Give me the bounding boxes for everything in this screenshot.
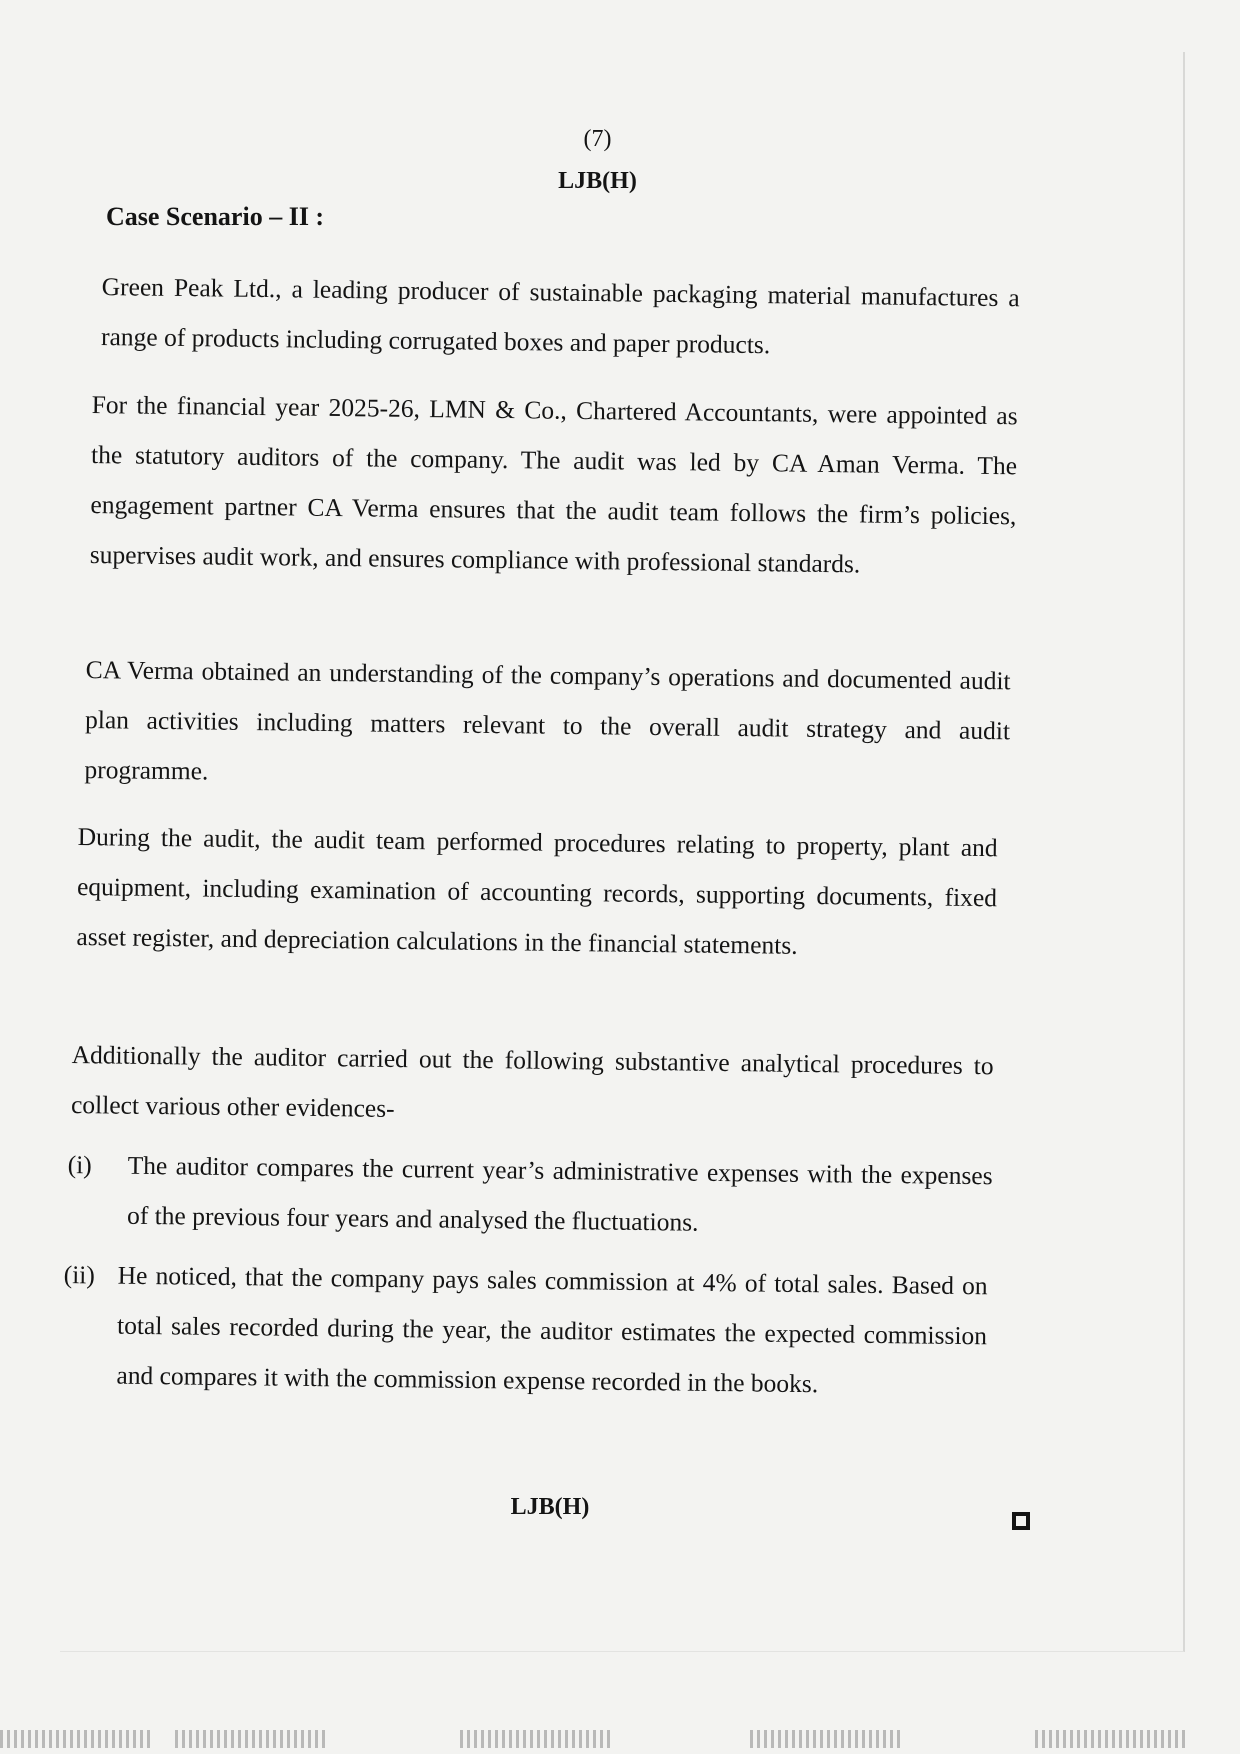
paragraph-auditor-appointment: For the financial year 2025-26, LMN & Co., Chartered Accountants, were appointed as the statutory auditors of the company. The audit was led by CA Aman Verma. The engagement partner CA Verma ensures that the audit team follows the firm’s policies, supervises audit work, and ensures compliance with professional standards. xyxy=(89,389,1018,579)
page-number: (7) xyxy=(583,126,612,152)
header-code: LJB(H) xyxy=(558,168,637,194)
paragraph-audit-planning: CA Verma obtained an understanding of the company’s operations and documented audit plan activities including matters relevant to the overall audit strategy and audit programme. xyxy=(84,654,1011,786)
list-item-text: He noticed, that the company pays sales commission at 4% of total sales. Based on total sales recorded during the year, the auditor estimates the expected commission and compares it with the commission expense recorded in the books. xyxy=(116,1260,988,1399)
paragraph-analytical-procedures: Additionally the auditor carried out the following substantive analytical procedures to collect various other evidences- xyxy=(70,1039,994,1123)
paragraph-ppe-procedures: During the audit, the audit team performed procedures relating to property, plant and equipment, including examination of accounting records, supporting documents, fixed asset register, and depreciation calculations in the financial statements. xyxy=(76,821,998,960)
footer-code: LJB(H) xyxy=(510,1494,590,1520)
list-marker: (ii) xyxy=(63,1259,96,1290)
list-item-text: The auditor compares the current year’s administrative expenses with the expenses of the previous four years and analysed the fluctuations. xyxy=(126,1150,993,1237)
scan-bottom-edge-marks xyxy=(0,1730,1240,1754)
end-of-page-square-icon xyxy=(1012,1512,1030,1530)
list-item xyxy=(62,1250,994,1461)
list-marker: (i) xyxy=(67,1149,92,1180)
list-item xyxy=(67,1140,998,1261)
case-scenario-heading: Case Scenario – II : xyxy=(106,202,325,231)
paragraph-company-intro: Green Peak Ltd., a leading producer of sustainable packaging material manufactures a range of products including corrugated boxes and paper products. xyxy=(100,271,1020,360)
